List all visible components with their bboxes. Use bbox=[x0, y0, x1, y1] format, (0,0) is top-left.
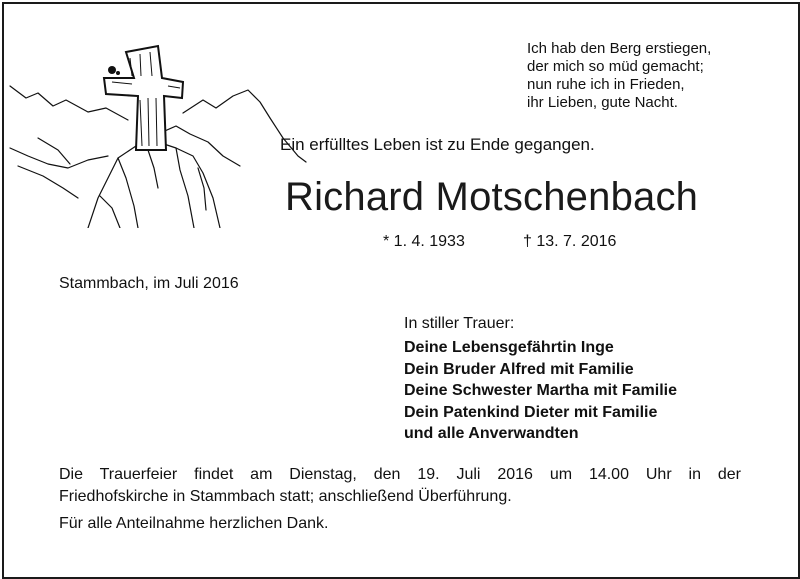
mountain-summit-cross-icon bbox=[8, 38, 308, 228]
mourning-label: In stiller Trauer: bbox=[404, 315, 515, 332]
poem bbox=[527, 40, 787, 112]
service-line: Die Trauerfeier findet am Dienstag, den 19. Juli 2016 um 14.00 Uhr in der bbox=[59, 466, 741, 483]
mourner-entry: Dein Bruder Alfred mit Familie bbox=[404, 360, 634, 378]
mourner-entry: und alle Anverwandten bbox=[404, 425, 579, 442]
service-notice bbox=[59, 464, 741, 508]
thanks-text: Für alle Anteilnahme herzlichen Dank. bbox=[59, 515, 329, 532]
place-date: Stammbach, im Juli 2016 bbox=[59, 275, 239, 292]
mourner-entry: Deine Lebensgefährtin Inge bbox=[404, 339, 614, 356]
birth-date: * 1. 4. 1933 bbox=[383, 233, 465, 250]
service-line: Friedhofskirche in Stammbach statt; anschließend Überführung. bbox=[59, 488, 512, 505]
poem-line: ihr Lieben, gute Nacht. bbox=[527, 94, 678, 111]
poem-line: nun ruhe ich in Frieden, bbox=[527, 76, 685, 93]
mourner-entry: Dein Patenkind Dieter mit Familie bbox=[404, 403, 658, 421]
intro-text: Ein erfülltes Leben ist zu Ende gegangen. bbox=[280, 135, 595, 154]
deceased-name: Richard Motschenbach bbox=[285, 175, 699, 219]
poem-line: Ich hab den Berg erstiegen, bbox=[527, 40, 712, 57]
poem-line: der mich so müd gemacht; bbox=[527, 58, 704, 75]
mourner-entry: Deine Schwester Martha mit Familie bbox=[404, 382, 677, 399]
death-date: † 13. 7. 2016 bbox=[523, 233, 617, 250]
mourners-list bbox=[404, 337, 677, 445]
